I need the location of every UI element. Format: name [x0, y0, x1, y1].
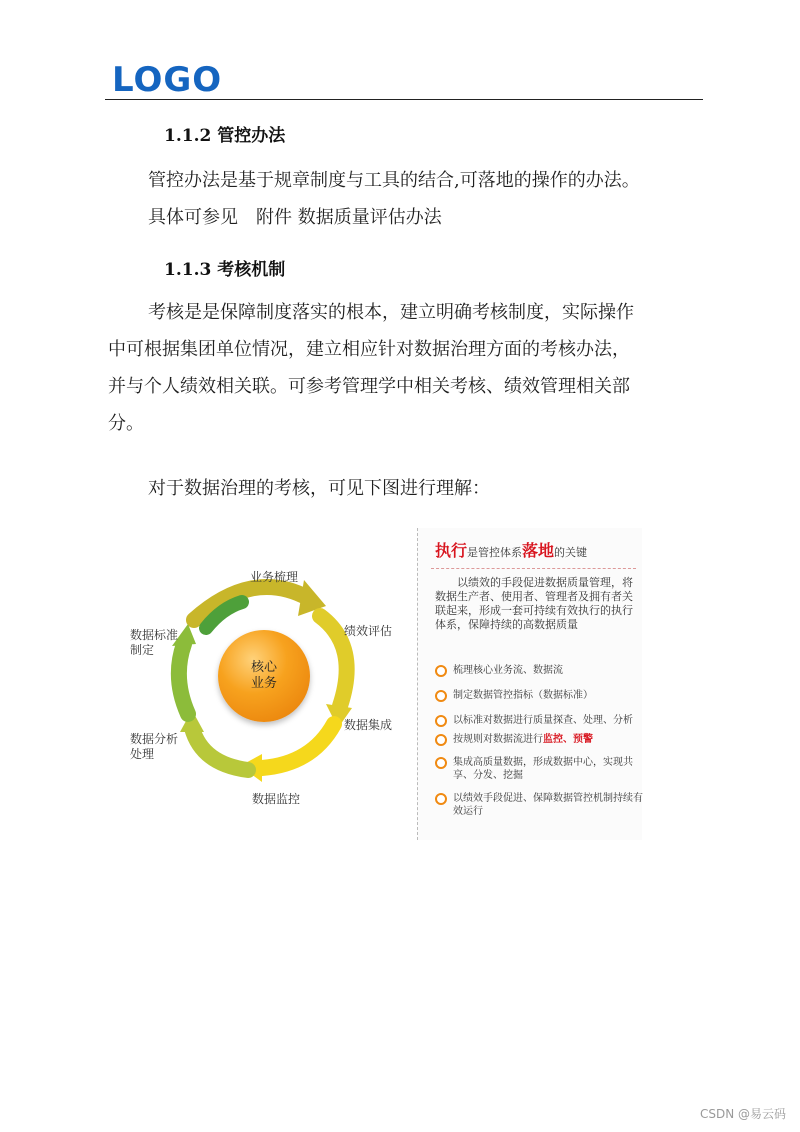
section-heading-1-1-3: 1.1.3 考核机制: [164, 260, 286, 280]
paragraph-line: 具体可参见 附件 数据质量评估办法: [148, 207, 442, 228]
panel-title-part: 执行: [435, 541, 468, 560]
figure-intro-text: 对于数据治理的考核，可见下图进行理解：: [148, 478, 490, 499]
panel-title-separator: [431, 568, 636, 569]
stage-performance-evaluation: 绩效评估: [344, 624, 393, 638]
stage-label-line: 制定: [130, 643, 155, 657]
list-item-text: 按规则对数据流进行: [453, 734, 543, 745]
list-item: [435, 714, 650, 727]
section-1-1-2-body: [148, 162, 640, 236]
cycle-arrow-bottom: [192, 728, 248, 770]
core-label: 核心: [250, 660, 277, 675]
execution-panel: [417, 528, 642, 840]
panel-title-part: 的关键: [554, 546, 588, 559]
list-item: [435, 689, 650, 702]
logo: LOGO: [112, 60, 223, 100]
list-item-text: 制定数据管控指标（数据标准）: [453, 690, 593, 701]
paragraph-line: 并与个人绩效相关联。可参考管理学中相关考核、绩效管理相关部: [108, 376, 630, 397]
core-label: 业务: [250, 676, 277, 691]
paragraph-line: 管控办法是基于规章制度与工具的结合,可落地的操作的办法。: [148, 170, 640, 191]
stage-data-monitoring: 数据监控: [252, 792, 301, 806]
panel-divider: [417, 528, 418, 840]
stage-label-line: 数据标准: [130, 628, 179, 642]
bullet-circle-icon: [435, 715, 447, 727]
stage-label-line: 数据分析: [130, 732, 179, 746]
list-item-text: 以绩效手段促进、保障数据管控机制持续有效运行: [453, 793, 643, 817]
list-item: [435, 792, 650, 818]
list-item: [435, 733, 650, 746]
bullet-circle-icon: [435, 793, 447, 805]
section-1-1-3-body: [108, 294, 708, 442]
list-item-text: 梳理核心业务流、数据流: [453, 665, 563, 676]
stage-data-standard: [130, 628, 178, 658]
stage-business-sorting: 业务梳理: [250, 570, 299, 584]
stage-label-line: 处理: [130, 747, 155, 761]
section-heading-1-1-2: 1.1.2 管控办法: [164, 126, 286, 146]
bullet-circle-icon: [435, 690, 447, 702]
watermark: CSDN @易云码: [699, 1107, 786, 1121]
stage-data-integration: 数据集成: [344, 718, 393, 732]
panel-bullet-list: [435, 664, 650, 824]
panel-intro: 以绩效的手段促进数据质量管理，将数据生产者、使用者、管理者及拥有者关联起来，形成一套可持续有效执行的执行体系，保障持续的高数据质量: [435, 576, 633, 631]
list-item-text: 以标准对数据进行质量探查、处理、分析: [453, 715, 633, 726]
data-governance-figure: [112, 528, 700, 848]
list-item-highlight: 监控、预警: [543, 734, 593, 745]
list-item-text: 集成高质量数据，形成数据中心，实现共享、分发、挖掘: [453, 757, 633, 781]
paragraph-line: 中可根据集团单位情况，建立相应针对数据治理方面的考核办法，: [108, 339, 630, 360]
bullet-circle-icon: [435, 734, 447, 746]
paragraph-line: 分。: [108, 413, 144, 434]
bullet-circle-icon: [435, 757, 447, 769]
cycle-arrow-left-bottom: [179, 644, 188, 714]
header-divider: [105, 99, 703, 100]
list-item: [435, 664, 650, 677]
panel-title-part: 落地: [522, 541, 555, 560]
bullet-circle-icon: [435, 665, 447, 677]
cycle-arrow-right-top: [320, 616, 347, 706]
panel-title-part: 是管控体系: [467, 546, 523, 559]
paragraph-line: 考核是是保障制度落实的根本，建立明确考核制度，实际操作: [148, 302, 634, 323]
core-business-circle: [218, 630, 310, 722]
panel-title: [435, 540, 587, 564]
stage-data-analysis: [130, 732, 178, 762]
cycle-arrow-right-bottom: [262, 724, 334, 768]
list-item: [435, 756, 650, 782]
